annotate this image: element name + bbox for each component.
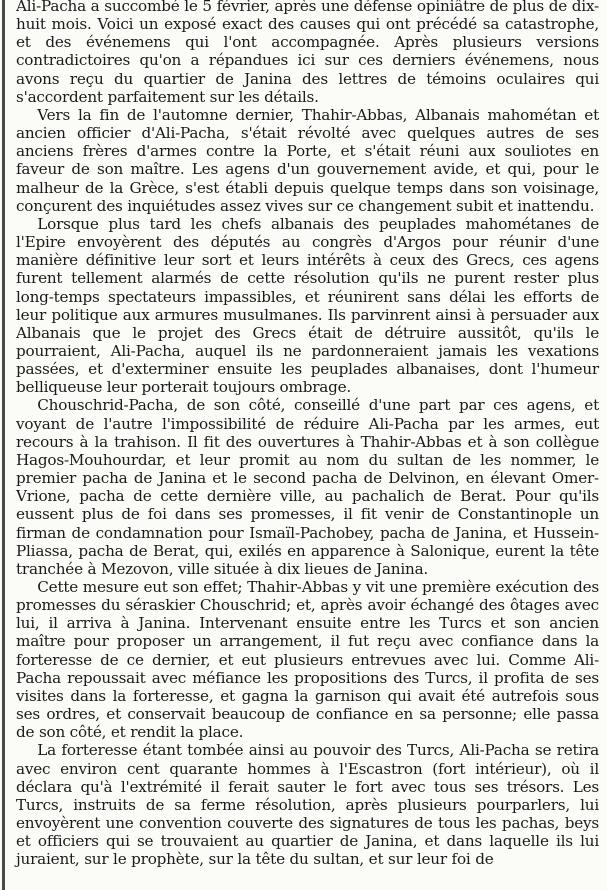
paragraph-2: Vers la fin de l'automne dernier, Thahir-Abbas, Albanais mahométan et ancien officier d'Ali-Pacha, s'était révolté avec quelques autres de ses anciens frères d'armes contre la Porte, et s'était réuni aux souliotes en faveur de son maître. Les agens d'un gouvernement avide, et qui, pour le malheur de la Grèce, s'est établi depuis quelque temps dans son voisinage, conçurent des inquiétudes assez vives sur ce changement subit et inattendu. [16,105,599,215]
paragraph-4: Chouschrid-Pacha, de son côté, conseillé d'une part par ces agens, et voyant de l'autre l'impossibilité de réduire Ali-Pacha par les armes, eut recours à la trahison. Il fit des ouvertures à Thahir-Abbas et à son collègue Hagos-Mouhourdar, et leur promit au nom du sultan de les nommer, le premier pacha de Janina et le second pacha de Delvinon, en élevant Omer-Vrione, pacha de cette dernière ville, au pachalich de Berat. Pour qu'ils eussent plus de foi dans ses promesses, il fit venir de Constantinople un firman de condamnation pour Ismaïl-Pachobey, pacha de Janina, et Hussein-Pliassa, pacha de Berat, qui, exilés en apparence à Salonique, eurent la tête tranchée à Mezovon, ville située à dix lieues de Janina. [16,396,599,578]
paragraph-1: Ali-Pacha a succombé le 5 février, après une défense opiniâtre de plus de dix-huit mois. Voici un exposé exact des causes qui ont précédé sa catastrophe, et des événemens qui l'ont accompagnée. Après plusieurs versions contradictoires qu'on a répandues ici sur ces derniers événemens, nous avons reçu du quartier de Janina des lettres de témoins oculaires qui s'accordent parfaitement sur les détails. [16,0,599,106]
paragraph-3: Lorsque plus tard les chefs albanais des peuplades mahométanes de l'Epire envoyèrent des députés au congrès d'Argos pour réunir d'une manière définitive leur sort et leurs intérêts à ceux des Grecs, ces agens furent tellement alarmés de cette résolution qu'ils ne purent rester plus long-temps spectateurs impassibles, et réunirent sans délai les efforts de leur politique aux armures musulmanes. Ils parvinrent ainsi à persuader aux Albanais que le projet des Grecs était de détruire aussitôt, qu'ils le pourraient, Ali-Pacha, auquel ils ne pardonneraient jamais les vexations passées, et d'exterminer ensuite les peuplades albanaises, dont l'humeur belliqueuse leur porterait toujours ombrage. [16,214,599,397]
article-column [16,0,599,869]
column-rule [2,0,5,890]
paragraph-6: La forteresse étant tombée ainsi au pouvoir des Turcs, Ali-Pacha se retira avec environ cent quarante hommes à l'Escastron (fort intérieur), où il déclara qu'à l'extrémité il ferait sauter le fort avec tous ses trésors. Les Turcs, instruits de sa ferme résolution, après plusieurs pourparlers, lui envoyèrent une convention couverte des signatures de tous les pachas, beys et officiers qui se trouvaient au quartier de Janina, et dans laquelle ils lui juraient, sur le prophète, sur la tête du sultan, et sur leur foi de [16,741,599,869]
paragraph-5: Cette mesure eut son effet; Thahir-Abbas y vit une première exécution des promesses du séraskier Chouschrid; et, après avoir échangé des ôtages avec lui, il arriva à Janina. Intervenant ensuite entre les Turcs et son ancien maître pour proposer un arrangement, il fut reçu avec confiance dans la forteresse de ce dernier, et eut plusieurs entrevues avec lui. Comme Ali-Pacha repoussait avec méfiance les propositions des Turcs, il profita de ses visites dans la forteresse, et gagna la garnison qui avait été autrefois sous ses ordres, et conservait beaucoup de confiance en sa personne; elle passa de son côté, et rendit la place. [16,578,599,742]
